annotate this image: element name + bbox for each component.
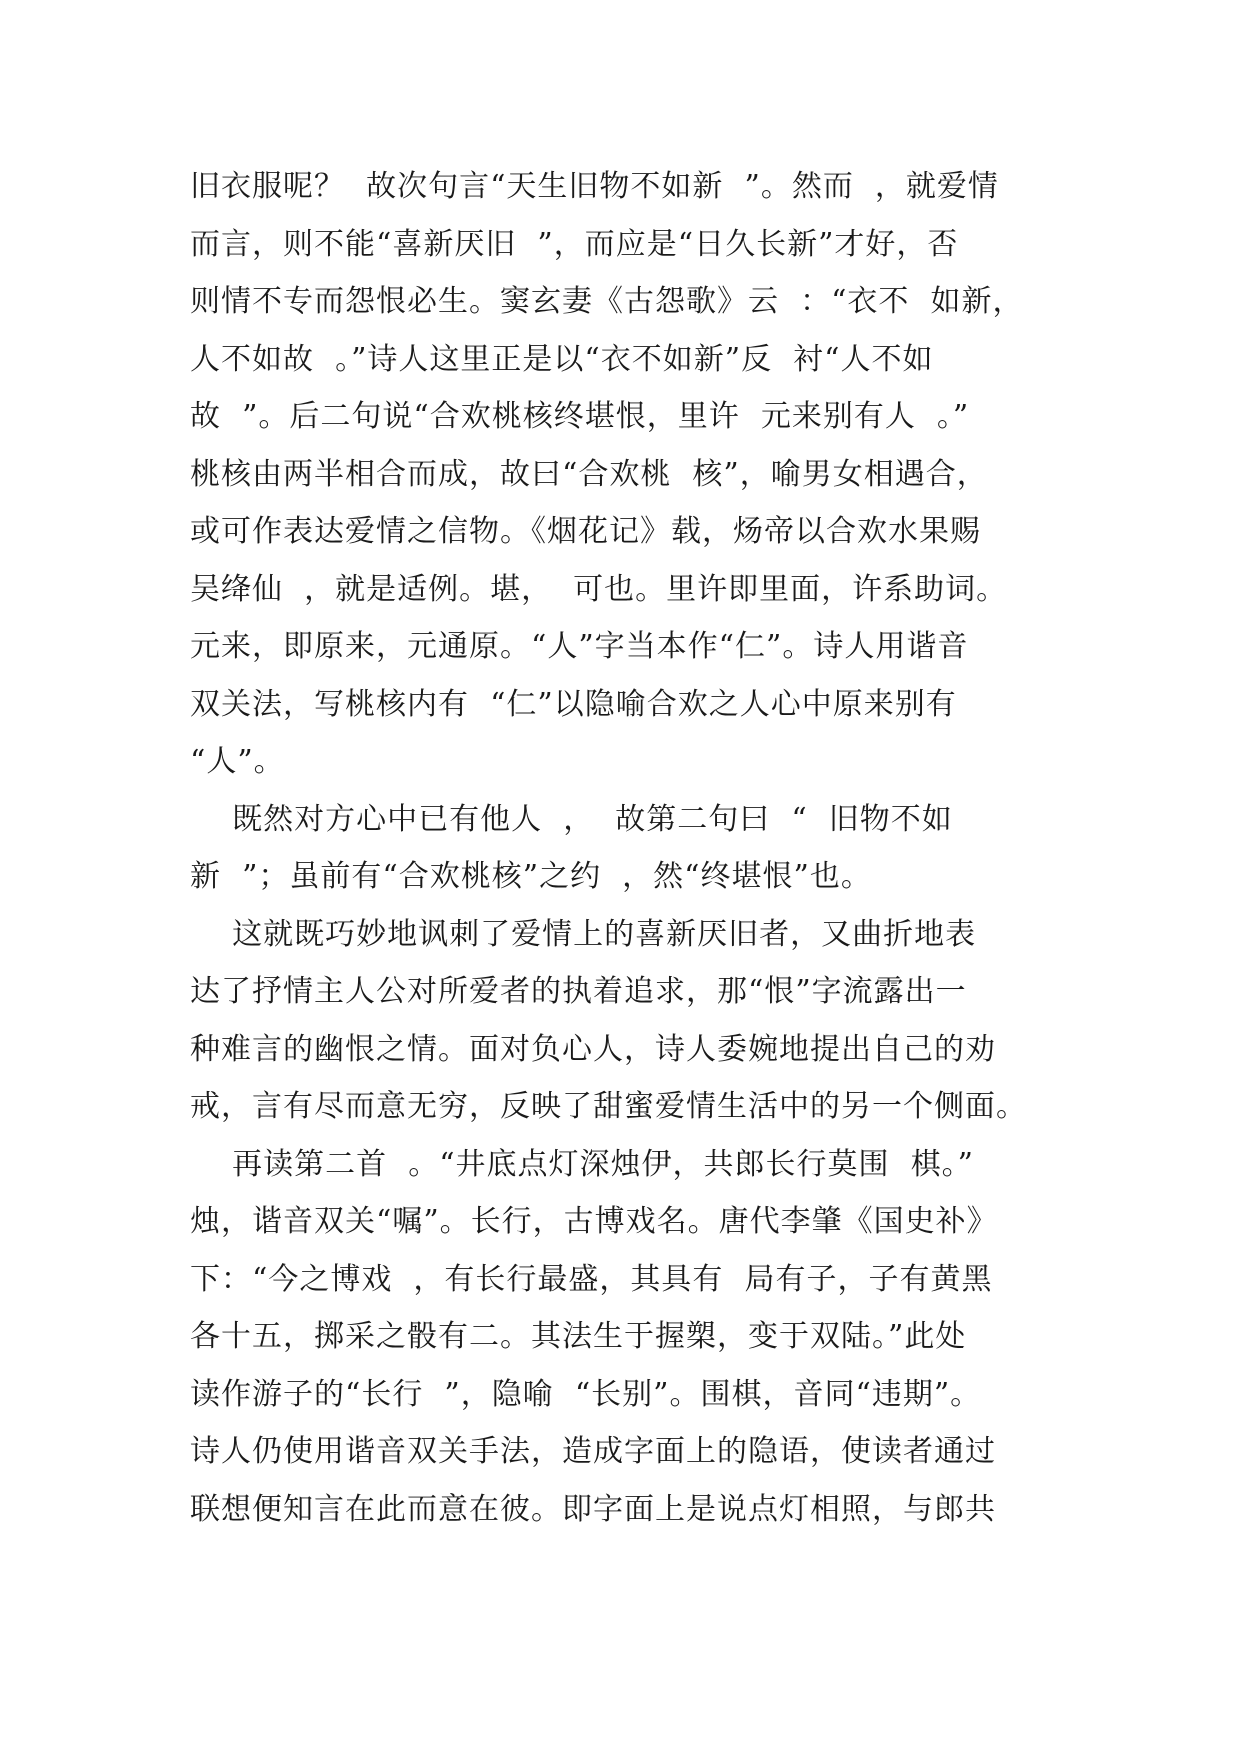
text-line: 桃核由两半相合而成，故曰“合欢桃 核”，喻男女相遇合， xyxy=(190,456,988,492)
text-line: 新 ”；虽前有“合欢桃核”之约 ，然“终堪恨”也。 xyxy=(190,859,872,894)
text-line: 旧衣服呢？ 故次句言“天生旧物不如新 ”。然而 ，就爱情 xyxy=(190,169,999,204)
text-line: 诗人仍使用谐音双关手法，造成字面上的隐语，使读者通过 xyxy=(190,1434,996,1469)
text-line: 这就既巧妙地讽刺了爱情上的喜新厌旧者，又曲折地表 xyxy=(190,916,977,952)
text-line: 故 ”。后二句说“合欢桃核终堪恨，里许 元来别有人 。” xyxy=(190,399,970,434)
text-line: 或可作表达爱情之信物。《烟花记》载，炀帝以合欢水果赐 xyxy=(190,514,981,549)
text-line: 烛，谐音双关“嘱”。长行，古博戏名。唐代李肇《国史补》 xyxy=(190,1204,998,1239)
text-line: 各十五，掷采之骰有二。其法生于握槊，变于双陆。”此处 xyxy=(190,1319,967,1354)
text-line: 双关法，写桃核内有 “仁”以隐喻合欢之人心中原来别有 xyxy=(190,686,957,722)
text-line: 戒，言有尽而意无穷，反映了甜蜜爱情生活中的另一个侧面。 xyxy=(190,1089,1027,1124)
body-text xyxy=(190,158,1070,1538)
text-line: 读作游子的“长行 ”，隐喻 “长别”。围棋，音同“违期”。 xyxy=(190,1376,982,1412)
text-line: 达了抒情主人公对所爱者的执着追求，那“恨”字流露出一 xyxy=(190,974,967,1009)
text-line: 元来，即原来，元通原。“人”字当本作“仁”。诗人用谐音 xyxy=(190,629,969,664)
text-line: “人”。 xyxy=(190,744,285,779)
text-line: 既然对方心中已有他人 ， 故第二句曰 “ 旧物不如 xyxy=(190,801,953,837)
text-line: 而言，则不能“喜新厌旧 ”，而应是“日久长新”才好，否 xyxy=(190,226,959,262)
text-line: 种难言的幽恨之情。面对负心人，诗人委婉地提出自己的劝 xyxy=(190,1031,996,1067)
text-line: 吴绛仙 ，就是适例。堪， 可也。里许即里面，许系助词。 xyxy=(190,571,1008,607)
text-line: 联想便知言在此而意在彼。即字面上是说点灯相照，与郎共 xyxy=(190,1491,996,1527)
text-line: 下：“今之博戏 ，有长行最盛，其具有 局有子，子有黄黑 xyxy=(190,1261,993,1297)
text-line: 则情不专而怨恨必生。窦玄妻《古怨歌》云 ：“衣不 如新， xyxy=(190,284,1024,319)
text-line: 人不如故 。”诗人这里正是以“衣不如新”反 衬“人不如 xyxy=(190,341,934,377)
text-line: 再读第二首 。“井底点灯深烛伊，共郎长行莫围 棋。” xyxy=(190,1146,974,1182)
